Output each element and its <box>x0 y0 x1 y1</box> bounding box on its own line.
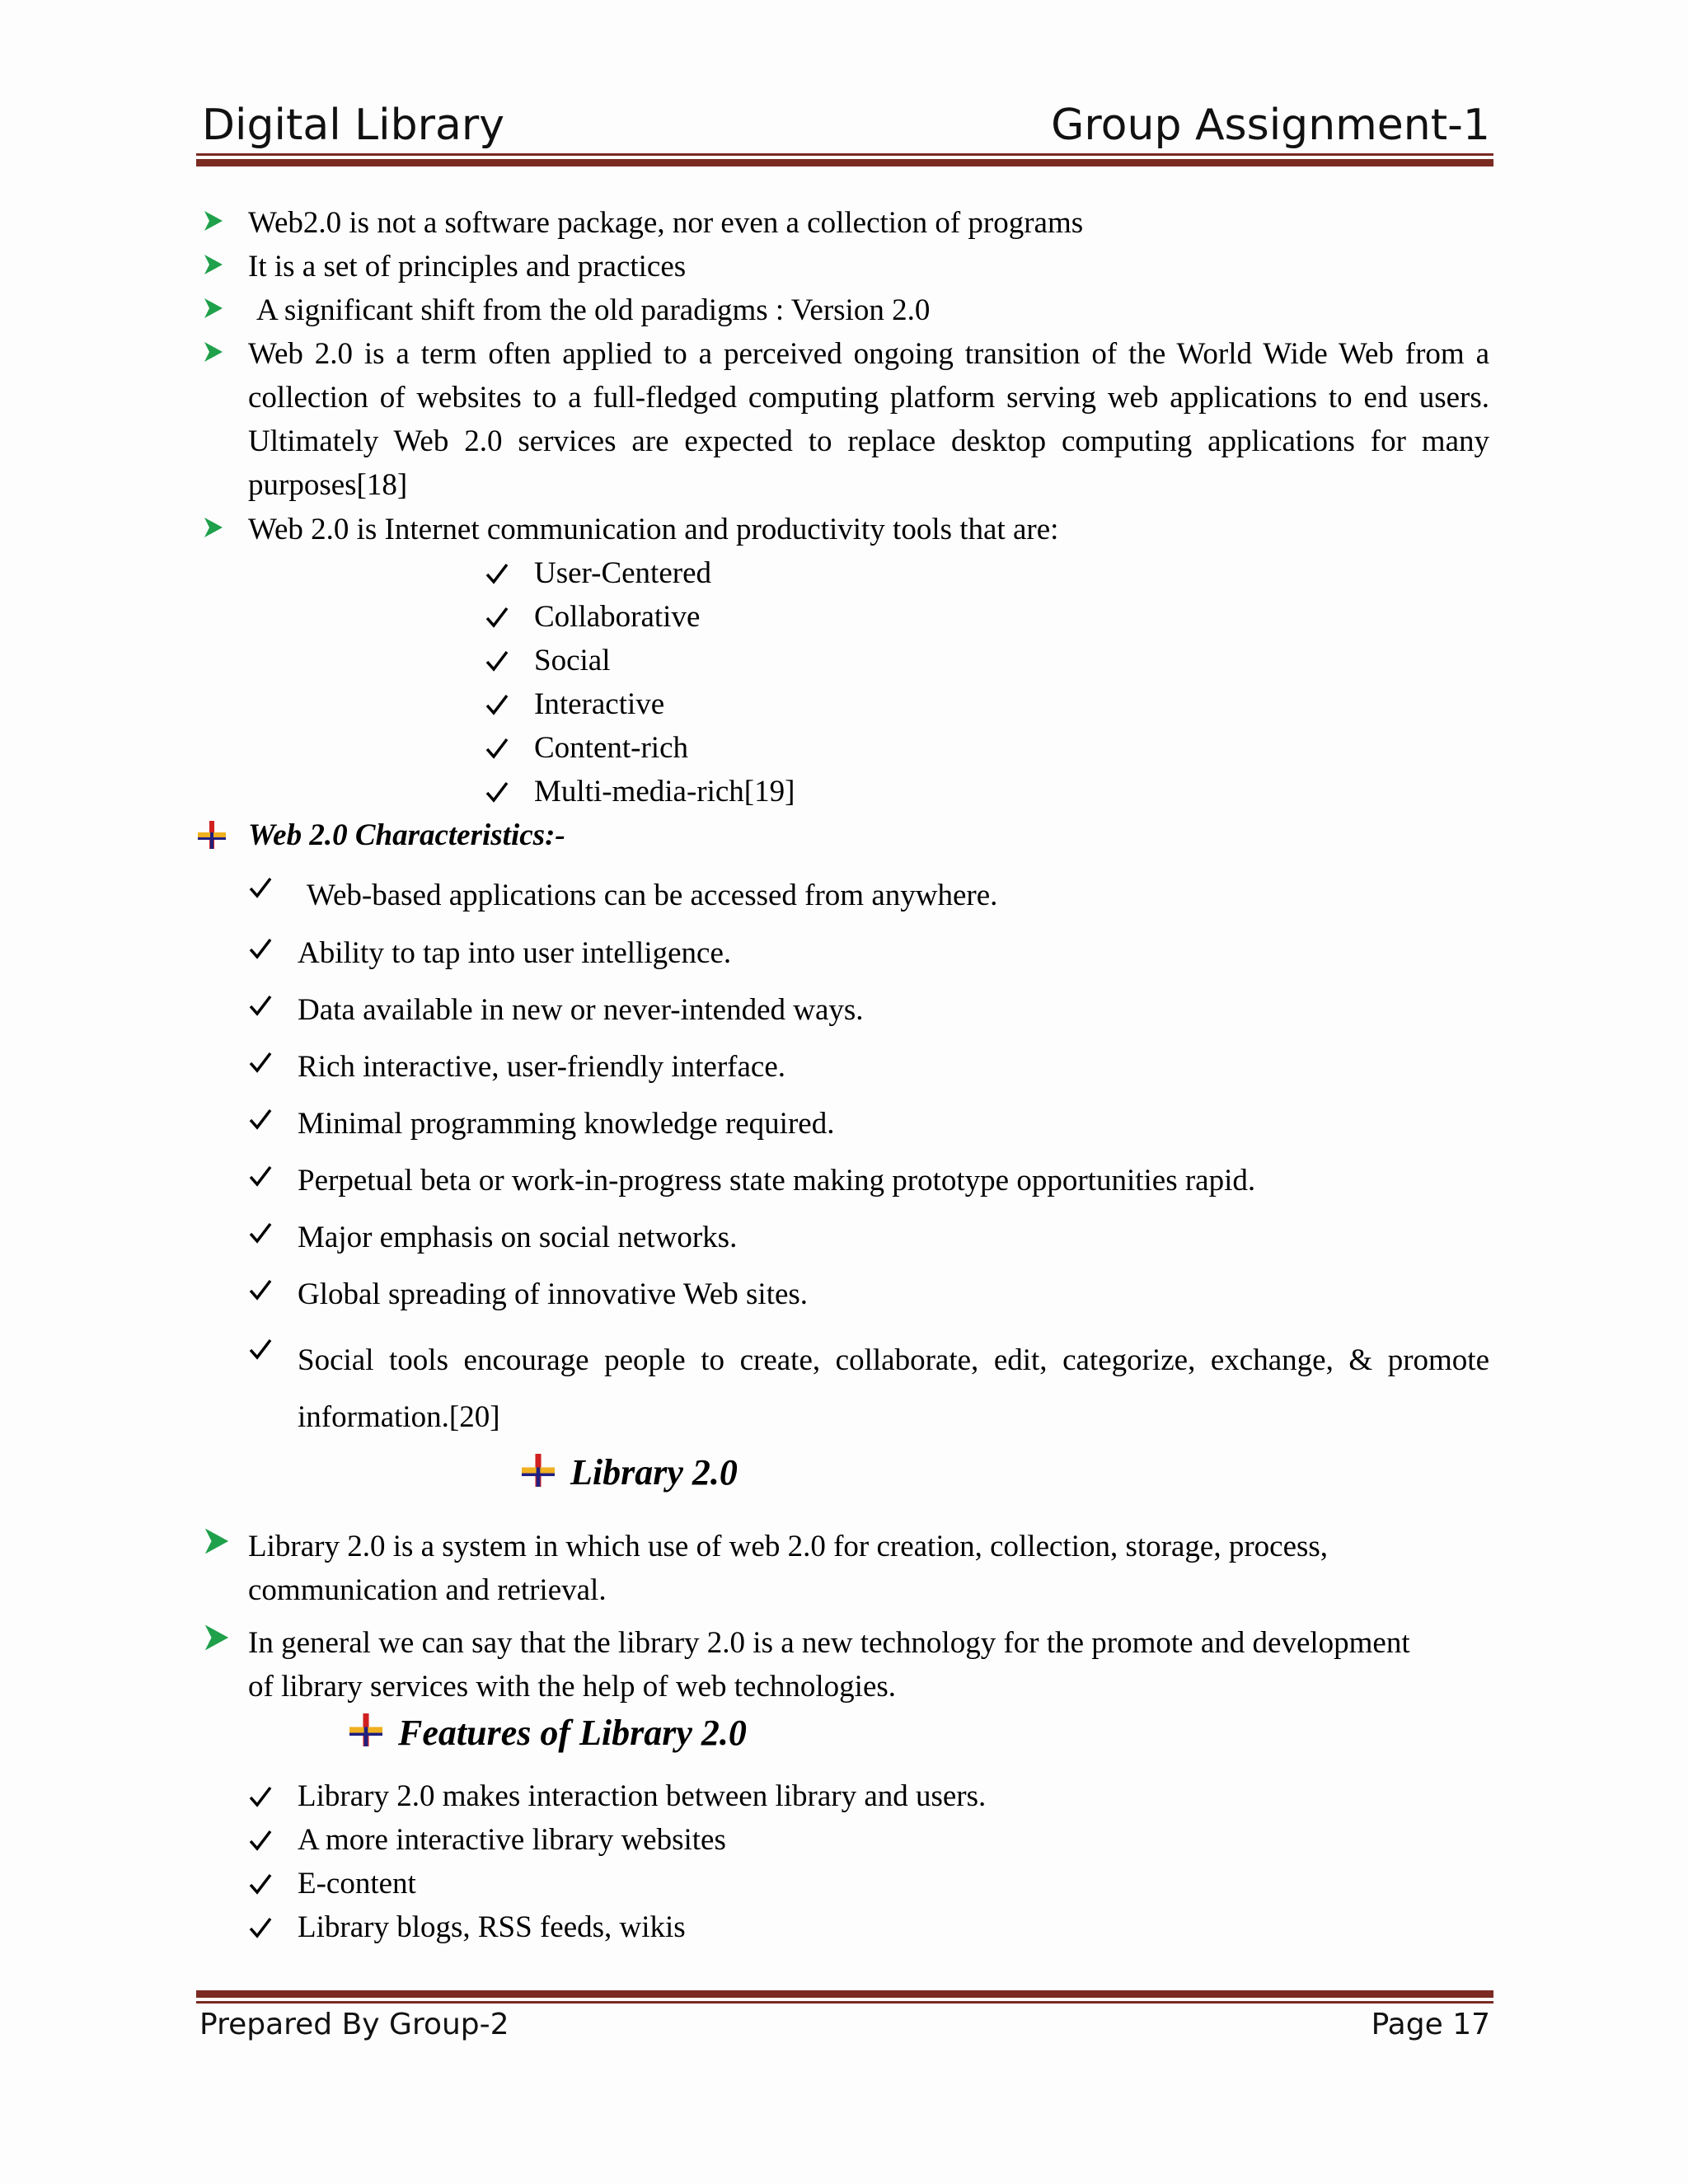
list-item: Web2.0 is not a software package, nor even a collection of programs <box>248 206 1084 240</box>
arrow-bullet-icon <box>203 516 224 539</box>
list-item: Multi-media-rich[19] <box>534 775 795 808</box>
header-rule-thick <box>196 159 1493 166</box>
list-item: Library blogs, RSS feeds, wikis <box>298 1910 686 1944</box>
checkmark-icon <box>248 1872 273 1896</box>
checkmark-icon <box>248 1915 273 1940</box>
arrow-bullet-icon <box>203 209 224 232</box>
list-item: Web 2.0 is Internet communication and productivity tools that are: <box>248 513 1059 546</box>
list-item: Global spreading of innovative Web sites. <box>298 1277 809 1311</box>
checkmark-icon <box>248 1828 273 1853</box>
checkmark-icon <box>248 1107 273 1132</box>
list-item: Web 2.0 is a term often applied to a perceived ongoing transition of the World Wide Web from a collection of websites to a full-fledged computing platform serving web applications to end users. Ultimately Web 2.0 services are expected to replace desktop computing applications for many purposes[18] <box>248 337 1489 502</box>
list-item: Content-rich <box>534 731 689 765</box>
list-item: Minimal programming knowledge required. <box>298 1107 835 1141</box>
list-item: Major emphasis on social networks. <box>298 1221 738 1254</box>
list-item: Perpetual beta or work-in-progress state making prototype opportunities rapid. <box>298 1164 1256 1197</box>
list-item: In general we can say that the library 2.0 is a new technology for the promote and development of library services with the help of web technologies. <box>248 1626 1410 1704</box>
header-assignment: Group Assignment-1 <box>1051 101 1490 150</box>
arrow-bullet-icon <box>203 340 224 363</box>
checkmark-icon <box>248 1164 273 1188</box>
list-item: A significant shift from the old paradigms : Version 2.0 <box>256 293 931 327</box>
list-item: Data available in new or never-intended ways. <box>298 993 864 1027</box>
checkmark-icon <box>248 1277 273 1302</box>
list-item: E-content <box>298 1867 416 1900</box>
list-item: Library 2.0 makes interaction between library and users. <box>298 1779 987 1813</box>
list-item: Ability to tap into user intelligence. <box>298 936 732 970</box>
features-heading: Features of Library 2.0 <box>398 1713 747 1753</box>
footer-rule-thin <box>196 2001 1493 2004</box>
checkmark-icon <box>485 692 509 717</box>
checkmark-icon <box>485 649 509 673</box>
plus-bullet-icon <box>522 1454 555 1487</box>
footer-rule-thick <box>196 1990 1493 1998</box>
checkmark-icon <box>248 1221 273 1245</box>
checkmark-icon <box>485 780 509 804</box>
characteristics-heading: Web 2.0 Characteristics:- <box>248 818 565 852</box>
checkmark-icon <box>248 1337 273 1361</box>
list-item: Library 2.0 is a system in which use of web 2.0 for creation, collection, storage, process, communication and retrieval. <box>248 1530 1329 1607</box>
list-item: Social <box>534 644 611 677</box>
list-item: Web-based applications can be accessed from anywhere. <box>307 879 998 912</box>
page-number: Page 17 <box>1371 2008 1490 2041</box>
header-rule-thin <box>196 153 1493 156</box>
library-heading: Library 2.0 <box>570 1452 738 1493</box>
checkmark-icon <box>485 736 509 761</box>
list-item: It is a set of principles and practices <box>248 250 687 284</box>
plus-bullet-icon <box>349 1713 382 1746</box>
checkmark-icon <box>248 1784 273 1809</box>
list-item: A more interactive library websites <box>298 1823 726 1857</box>
arrow-bullet-icon <box>203 1526 224 1549</box>
footer-author: Prepared By Group-2 <box>199 2008 509 2041</box>
list-item: Interactive <box>534 687 665 721</box>
checkmark-icon <box>485 605 509 630</box>
list-item: Social tools encourage people to create, collaborate, edit, categorize, exchange, & promote information.[20] <box>298 1343 1489 1434</box>
checkmark-icon <box>485 561 509 586</box>
plus-bullet-icon <box>198 821 226 849</box>
checkmark-icon <box>248 936 273 961</box>
arrow-bullet-icon <box>203 253 224 276</box>
checkmark-icon <box>248 875 273 900</box>
header-title: Digital Library <box>202 101 504 150</box>
list-item: User-Centered <box>534 556 711 590</box>
checkmark-icon <box>248 1050 273 1075</box>
list-item: Collaborative <box>534 600 701 634</box>
arrow-bullet-icon <box>203 297 224 320</box>
list-item: Rich interactive, user-friendly interface. <box>298 1050 785 1084</box>
arrow-bullet-icon <box>203 1623 224 1646</box>
checkmark-icon <box>248 993 273 1018</box>
